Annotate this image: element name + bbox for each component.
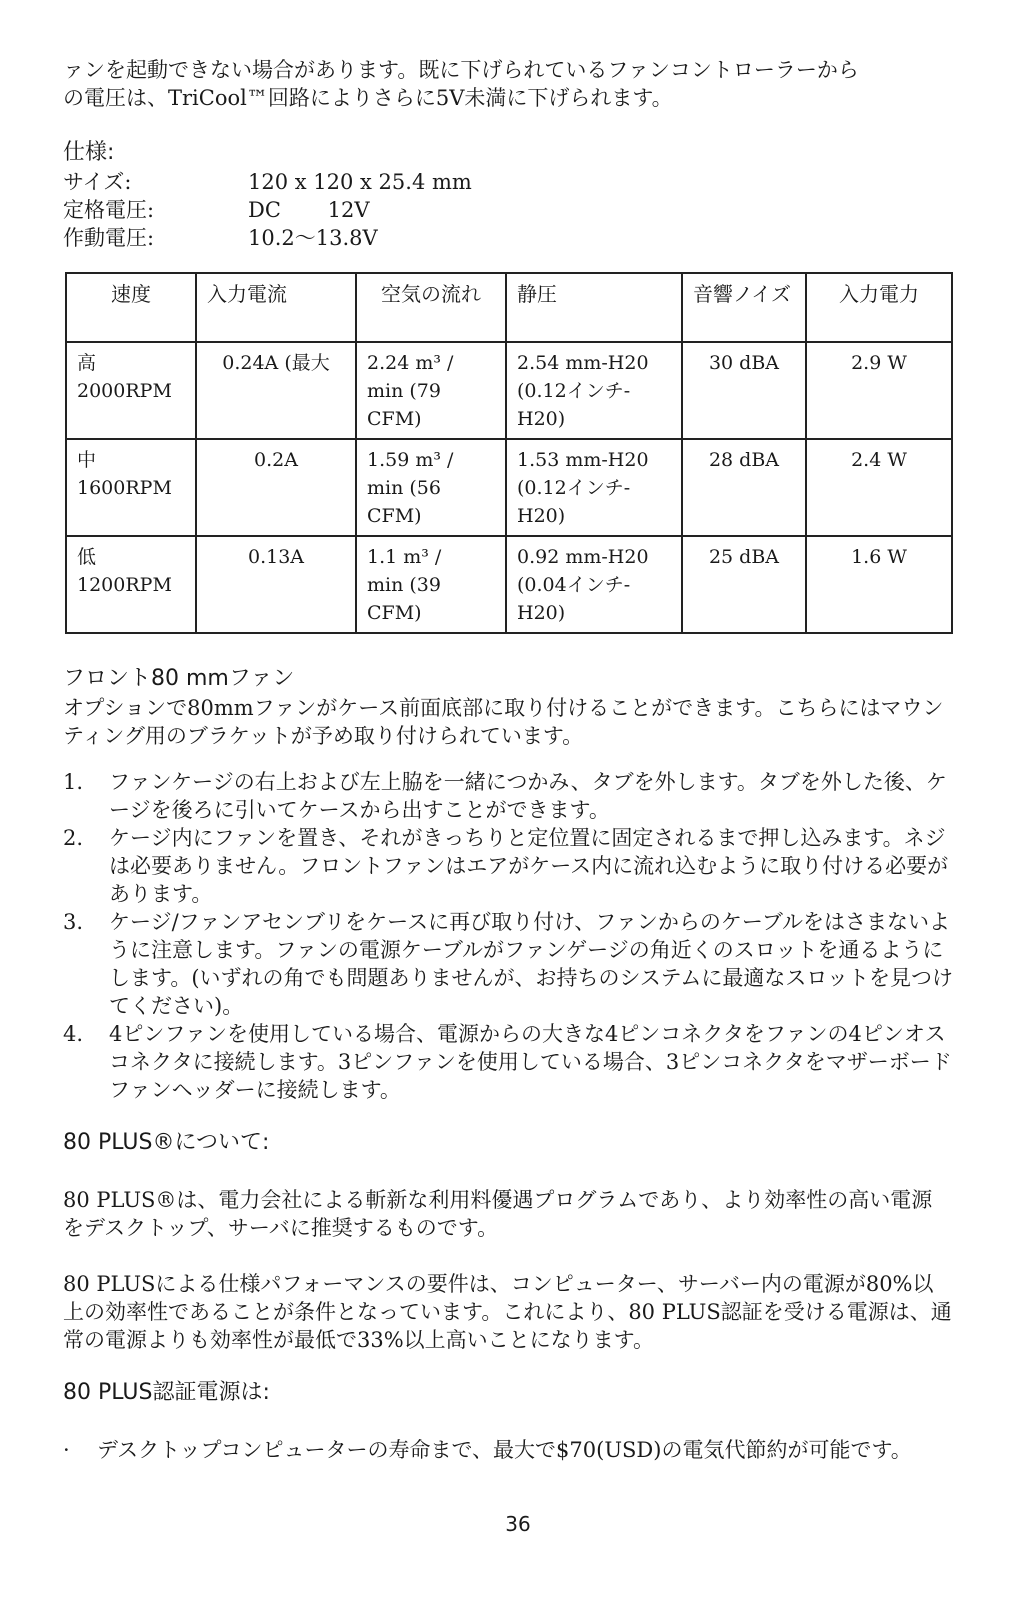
cell-noise: 28 dBA <box>682 439 806 536</box>
certified-heading: 80 PLUS認証電源は: <box>63 1380 270 1405</box>
spec-label: サイズ: <box>63 170 132 194</box>
spec-value: 120 x 120 x 25.4 mm <box>248 170 472 194</box>
cell-airflow: 2.24 m³ / min (79 CFM) <box>356 342 506 439</box>
cell-noise: 30 dBA <box>682 342 806 439</box>
intro-line-2: の電圧は、TriCool™回路によりさらに5V未満に下げられます。 <box>63 86 673 110</box>
bullet-text: デスクトップコンピューターの寿命まで、最大で$70(USD)の電気代節約が可能です。 <box>97 1438 912 1462</box>
specifications <box>63 138 953 252</box>
step-text: ファンケージの右上および左上脇を一緒につかみ、タブを外します。タブを外した後、ケージを後ろに引いてケースから出すことができます。 <box>109 770 947 822</box>
page-number: 36 <box>505 1512 531 1536</box>
header-acoustic-noise: 音響ノイズ <box>682 273 806 342</box>
step-number: 3. <box>63 910 84 934</box>
cell-current: 0.2A <box>196 439 356 536</box>
fan-spec-table <box>65 272 953 634</box>
header-airflow: 空気の流れ <box>356 273 506 342</box>
step-text: 4ピンファンを使用している場合、電源からの大きな4ピンコネクタをファンの4ピンオスコネクタに接続します。3ピンファンを使用している場合、3ピンコネクタをマザーボードファンヘッダーに接続します。 <box>109 1022 952 1102</box>
cell-speed: 高 2000RPM <box>66 342 196 439</box>
step-number: 2. <box>63 826 84 850</box>
spec-row-rated-voltage <box>63 196 953 224</box>
spec-value: 10.2～13.8V <box>248 226 378 250</box>
cell-airflow: 1.1 m³ / min (39 CFM) <box>356 536 506 633</box>
install-steps <box>63 768 953 1104</box>
header-static-pressure: 静圧 <box>506 273 682 342</box>
cell-pressure: 2.54 mm-H20 (0.12インチ- H20) <box>506 342 682 439</box>
table-row <box>66 536 952 633</box>
intro-paragraph <box>63 56 953 112</box>
intro-line-1: ァンを起動できない場合があります。既に下げられているファンコントローラーから <box>63 58 859 82</box>
list-item <box>63 1436 953 1464</box>
bullet-dot: · <box>63 1438 70 1462</box>
table-header-row <box>66 273 952 342</box>
certified-psu-section <box>63 1378 953 1464</box>
cell-power: 1.6 W <box>806 536 952 633</box>
cell-power: 2.4 W <box>806 439 952 536</box>
cell-airflow: 1.59 m³ / min (56 CFM) <box>356 439 506 536</box>
list-item <box>63 768 953 824</box>
front-fan-section <box>63 664 953 1104</box>
cell-pressure: 1.53 mm-H20 (0.12インチ- H20) <box>506 439 682 536</box>
cell-current: 0.13A <box>196 536 356 633</box>
specs-title: 仕様: <box>63 140 115 165</box>
spec-row-operating-voltage <box>63 224 953 252</box>
spec-value: DC 12V <box>248 198 370 222</box>
page-content <box>63 56 953 1464</box>
list-item <box>63 908 953 1020</box>
about-80plus-section <box>63 1128 953 1354</box>
step-text: ケージ内にファンを置き、それがきっちりと定位置に固定されるまで押し込みます。ネジは必要ありません。フロントファンはエアがケース内に流れ込むように取り付ける必要があります。 <box>109 826 949 906</box>
about-80plus-heading: 80 PLUS®について: <box>63 1130 270 1155</box>
front-fan-description: オプションで80mmファンがケース前面底部に取り付けることができます。こちらにはマウンティング用のブラケットが予め取り付けられています。 <box>63 696 944 748</box>
table-row <box>66 439 952 536</box>
front-fan-heading: フロント80 mmファン <box>63 666 295 691</box>
about-80plus-paragraph-2: 80 PLUSによる仕様パフォーマンスの要件は、コンピューター、サーバー内の電源が80%以上の効率性であることが条件となっています。これにより、80 PLUS認証を受ける電源は、通常の電源よりも効率性が最低で33%以上高いことになります。 <box>63 1272 952 1352</box>
header-input-current: 入力電流 <box>196 273 356 342</box>
step-number: 4. <box>63 1022 84 1046</box>
spec-label: 作動電圧: <box>63 226 155 250</box>
step-number: 1. <box>63 770 84 794</box>
cell-current: 0.24A (最大 <box>196 342 356 439</box>
header-speed: 速度 <box>66 273 196 342</box>
list-item <box>63 824 953 908</box>
header-input-power: 入力電力 <box>806 273 952 342</box>
spec-label: 定格電圧: <box>63 198 155 222</box>
about-80plus-paragraph-1: 80 PLUS®は、電力会社による斬新な利用料優遇プログラムであり、より効率性の高い電源をデスクトップ、サーバに推奨するものです。 <box>63 1188 933 1240</box>
cell-speed: 低 1200RPM <box>66 536 196 633</box>
spec-row-size <box>63 168 953 196</box>
cell-speed: 中 1600RPM <box>66 439 196 536</box>
cell-power: 2.9 W <box>806 342 952 439</box>
table-row <box>66 342 952 439</box>
cell-pressure: 0.92 mm-H20 (0.04インチ- H20) <box>506 536 682 633</box>
cell-noise: 25 dBA <box>682 536 806 633</box>
list-item <box>63 1020 953 1104</box>
step-text: ケージ/ファンアセンブリをケースに再び取り付け、ファンからのケーブルをはさまないように注意します。ファンの電源ケーブルがファンゲージの角近くのスロットを通るようにします。(いずれの角でも問題ありませんが、お持ちのシステムに最適なスロットを見つけてください)。 <box>109 910 953 1018</box>
